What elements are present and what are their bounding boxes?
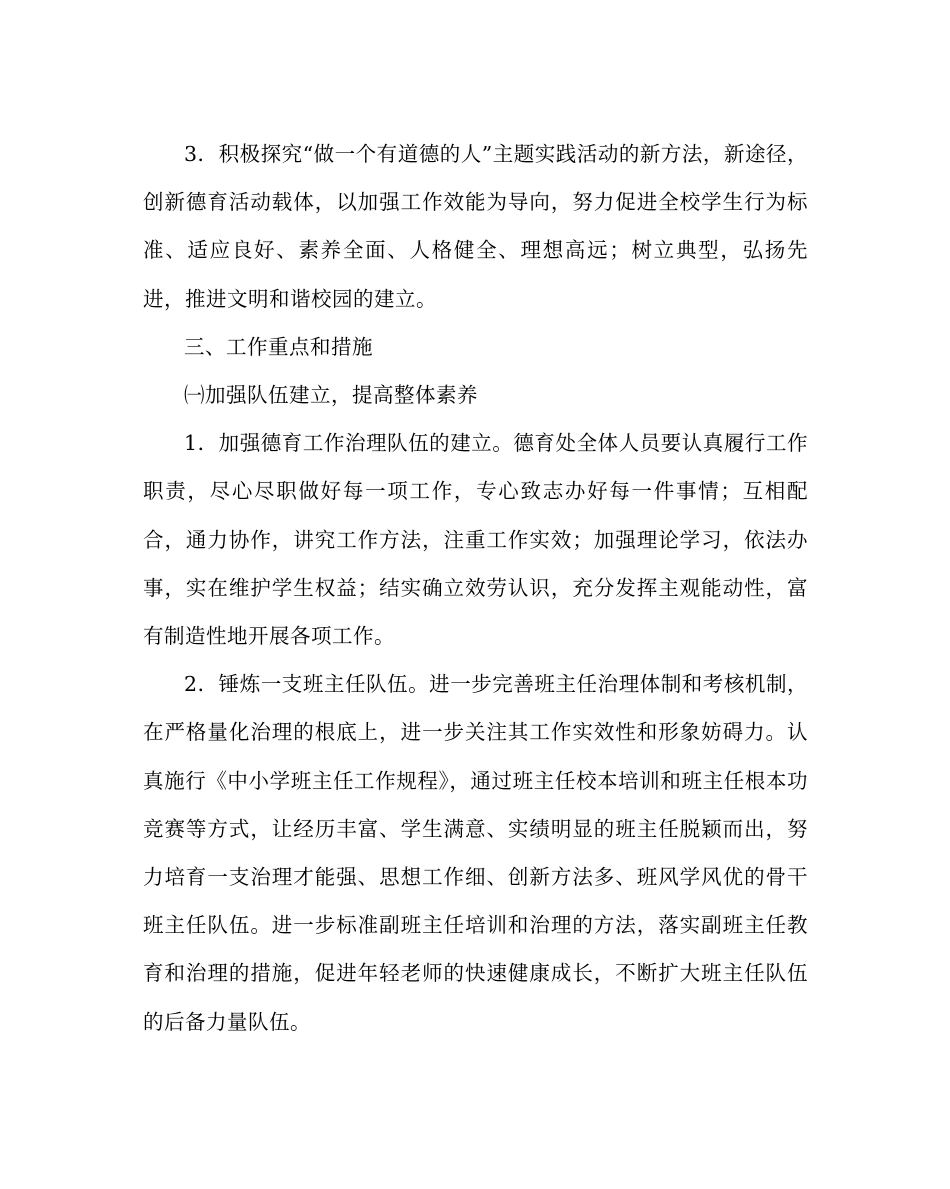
paragraph-measure-1: 1．加强德育工作治理队伍的建立。德育处全体人员要认真履行工作职责，尽心尽职做好每一项工作，专心致志办好每一件事情；互相配合，通力协作，讲究工作方法，注重工作实效；加强理论学习，依法办事，实在维护学生权益；结实确立效劳认识，充分发挥主观能动性，富有制造性地开展各项工作。 (143, 431, 808, 649)
paragraph-measure-2: 2．锤炼一支班主任队伍。进一步完善班主任治理体制和考核机制，在严格量化治理的根底上，进一步关注其工作实效性和形象妨碍力。认真施行《中小学班主任工作规程》，通过班主任校本培训和班主任根本功竞赛等方式，让经历丰富、学生满意、实绩明显的班主任脱颖而出，努力培育一支治理才能强、思想工作细、创新方法多、班风学风优的骨干班主任队伍。进一步标准副班主任培训和治理的方法，落实副班主任教育和治理的措施，促进年轻老师的快速健康成长，不断扩大班主任队伍的后备力量队伍。 (143, 672, 808, 1034)
paragraph-item-3: 3．积极探究“做一个有道德的人”主题实践活动的新方法，新途径，创新德育活动载体，以加强工作效能为导向，努力促进全校学生行为标准、适应良好、素养全面、人格健全、理想高远；树立典型，弘扬先进，推进文明和谐校园的建立。 (143, 142, 808, 311)
section-heading-3: 三、工作重点和措施 (184, 334, 373, 359)
subsection-heading-1: ㈠加强队伍建立，提高整体素养 (184, 383, 478, 408)
document-body (143, 130, 808, 1046)
